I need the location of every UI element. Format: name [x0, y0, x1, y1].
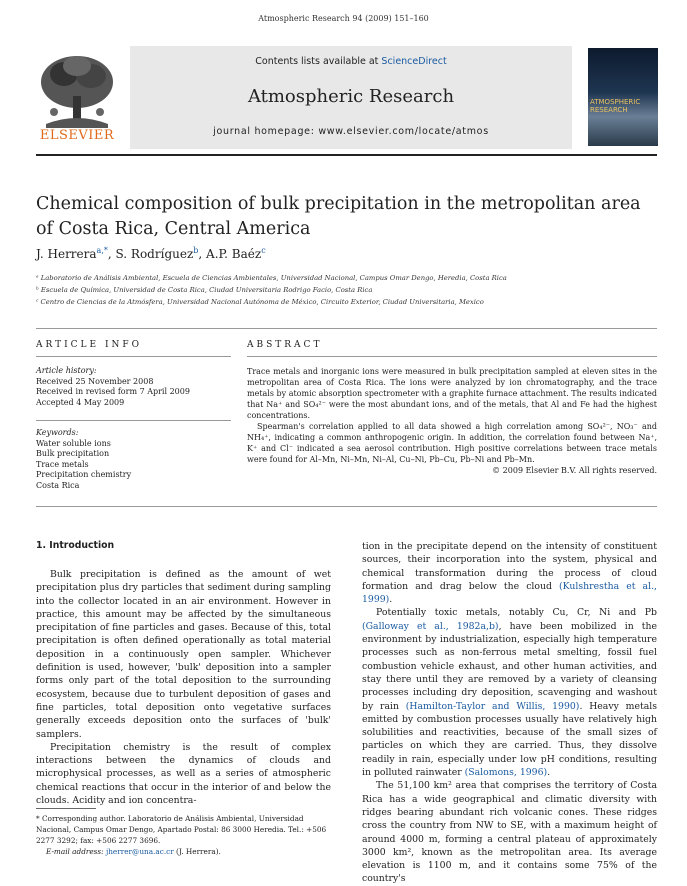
article-title: Chemical composition of bulk precipitation in the metropolitan area of Costa Rica, Central America	[36, 194, 641, 239]
keyword: Bulk precipitation	[36, 449, 110, 458]
abstract-paragraph: Trace metals and inorganic ions were measured in bulk precipitation sampled at eleven sites in the metropolitan area of Costa Rica. The ions were analyzed by ion chromatography, and the trace metals by atomic absorption spectrometer with a graphite furnace attachment. The results indicated that Na⁺ and SO₄²⁻ were the most abundant ions, and of the metals, that Al and Fe had the highest concentrations.	[247, 367, 658, 420]
article-history	[36, 366, 231, 408]
body-paragraph: Bulk precipitation is defined as the amount of wet precipitation plus dry particles that sediment during sampling into the collector located in an air environment. However in practice, this amount may be affected by the simultaneous precipitation of fine particles and gases. Because of this, total precipitation is often defined operationally as total material deposition in a continuously open sampler. Whichever definition is used, however, 'bulk' deposition into a sampler forms only part of the total deposition to the surrounding ecosystem, because due to turbulent deposition of gases and fine particles, total deposition onto vegetative surfaces generally exceeds deposition onto the surfaces of 'bulk' samplers.	[36, 569, 331, 740]
citation-link[interactable]: (Salomons, 1996)	[464, 767, 548, 779]
left-column	[36, 568, 331, 807]
body-text: , have been mobilized in the environment by industrialization, especially high temperature processes such as non-ferrous metal smelting, fossil fuel combustion vehicle exhaust, and other human activities, and stay there until they are removed by a variety of cleansing processes including dry deposition, scavenging and washout by rain	[362, 620, 657, 712]
body-paragraph: Precipitation chemistry is the result of complex interactions between the dynamics of clouds and microphysical processes, as well as a series of atmospheric chemical reactions that occur in the interior of and below the clouds. Acidity and ion concentra-	[36, 741, 331, 807]
affiliation-rule	[36, 328, 657, 329]
journal-reference: Atmospheric Research 94 (2009) 151–160	[258, 14, 429, 23]
header-rule	[36, 154, 657, 156]
abstract-paragraph: Spearman's correlation applied to all data showed a high correlation among SO₄²⁻, NO₃⁻ and NH₄⁺, indicating a common anthropogenic origin. In addition, the correlation found between Na⁺, K⁺ and Cl⁻ indicated a sea aerosol contribution. High positive correlations between trace metals were found for Al–Mn, Ni–Mn, Ni–Al, Cu–Ni, Pb–Cu, Pb–Ni and Pb–Mn.	[247, 422, 657, 464]
author-list: J. Herrera$^{a,*}$, S. Rodríguez$^b$, A.P. Baéz$^c$	[36, 246, 266, 261]
journal-name: Atmospheric Research	[247, 86, 455, 107]
affiliation: ᵇ Escuela de Química, Universidad de Costa Rica, Ciudad Universitaria Rodrigo Facio, Costa Rica	[36, 286, 373, 294]
author-affil-ref[interactable]: a,*	[96, 246, 108, 255]
citation-link[interactable]: (Hamilton-Taylor and Willis, 1990)	[405, 700, 580, 712]
body-paragraph: Potentially toxic metals, notably Cu, Cr, Ni and Pb (Galloway et al., 1982a,b), have been mobilized in the environment by industrialization, especially high temperature processes such as non-ferrous metal smelting, fossil fuel combustion vehicle exhaust, and other human activities, and stay there until they are removed by a variety of cleansing processes including dry deposition, scavenging and washout by rain (Hamilton-Taylor and Willis, 1990). Heavy metals emitted by combustion processes usually have relatively high solubilities and reactivities, because of the small sizes of particles on which they are carried. Thus, they dissolve readily in rain, especially under low pH conditions, resulting in polluted rainwater (Salomons, 1996).	[362, 607, 658, 779]
article-info-heading: ARTICLE INFO	[36, 340, 143, 350]
copyright: © 2009 Elsevier B.V. All rights reserved.	[492, 466, 657, 475]
corresponding-author: * Corresponding author. Laboratorio de Análisis Ambiental, Universidad Nacional, Campus Omar Dengo, Apartado Postal: 86 3000 Heredia. Tel.: +506 2277 3292; fax: +506 2277 3696.	[36, 814, 327, 845]
keyword: Trace metals	[36, 459, 89, 469]
email-link[interactable]: jherrer@una.ac.cr	[105, 847, 174, 856]
email-suffix: (J. Herrera).	[173, 847, 221, 856]
contents-line	[130, 56, 572, 67]
keywords-label: Keywords:	[36, 428, 79, 437]
body-text: Potentially toxic metals, notably Cu, Cr, Ni and Pb	[376, 607, 657, 619]
info-rule	[36, 356, 231, 357]
footnote-rule	[36, 808, 96, 809]
body-paragraph: tion in the precipitate depend on the intensity of constituent sources, their incorporation into the system, physical and chemical transformation during the process of cloud formation and drag below the cloud (Kulshrestha et al., 1999).	[362, 541, 657, 606]
keyword: Precipitation chemistry	[36, 470, 132, 479]
journal-homepage[interactable]: journal homepage: www.elsevier.com/locate/atmos	[213, 126, 489, 137]
history-revised: Received in revised form 7 April 2009	[36, 387, 190, 396]
right-column	[362, 540, 657, 886]
history-accepted: Accepted 4 May 2009	[36, 397, 125, 407]
author-name: S. Rodríguez	[115, 247, 194, 261]
contents-prefix: Contents lists available at	[255, 56, 382, 67]
author-name: A.P. Baéz	[206, 247, 262, 261]
history-received: Received 25 November 2008	[36, 376, 154, 386]
sciencedirect-link[interactable]: ScienceDirect	[381, 56, 447, 67]
abstract-body	[247, 366, 657, 476]
affiliation: ᶜ Centro de Ciencias de la Atmósfera, Universidad Nacional Autónoma de México, Circuito Exterior, Ciudad Universitaria, Mexico	[36, 298, 484, 306]
body-text: . Heavy metals emitted by combustion processes usually have relatively high solubilities and reactivities, because of the small sizes of particles on which they are carried. Thus, they dissolve readily in rain, especially under low pH conditions, resulting in polluted rainwater	[362, 700, 658, 779]
cover-title: ATMOSPHERIC RESEARCH	[590, 98, 641, 114]
body-paragraph: The 51,100 km² area that comprises the territory of Costa Rica has a wide geographical and climatic diversity with ridges bearing abundant rich volcanic cones. These ridges cross the country from NW to SE, with a maximum height of around 4000 m, forming a central plateau of approximately 3000 km², known as the metropolitan area. Its average elevation is 1100 m, and it contains some 75% of the country's	[362, 780, 657, 885]
journal-cover-image	[588, 48, 658, 146]
email-label: E-mail address:	[46, 847, 106, 856]
keyword: Costa Rica	[36, 480, 80, 490]
info-divider	[36, 420, 231, 421]
author-affil-ref[interactable]: b	[193, 246, 199, 255]
citation-link[interactable]: (Kulshrestha et al., 1999)	[362, 580, 657, 606]
abstract-heading: ABSTRACT	[247, 340, 323, 350]
author-name: J. Herrera	[36, 247, 97, 261]
keywords	[36, 428, 231, 491]
abstract-bottom-rule	[36, 506, 657, 507]
affiliation: ᵃ Laboratorio de Análisis Ambiental, Escuela de Ciencias Ambientales, Universidad Nacional, Campus Omar Dengo, Heredia, Costa Rica	[36, 274, 507, 282]
body-text: tion in the precipitate depend on the intensity of constituent sources, their incorporation into the system, physical and chemical transformation during the process of cloud formation and drag below the cloud	[362, 541, 657, 592]
section-heading: 1. Introduction	[36, 540, 115, 551]
citation-link[interactable]: (Galloway et al., 1982a,b)	[362, 620, 499, 632]
elsevier-wordmark: ELSEVIER	[39, 128, 115, 143]
abstract-rule	[247, 356, 657, 357]
history-label: Article history:	[36, 366, 97, 375]
keyword: Water soluble ions	[36, 438, 111, 448]
footnote	[36, 813, 331, 857]
author-affil-ref[interactable]: c	[261, 246, 266, 255]
